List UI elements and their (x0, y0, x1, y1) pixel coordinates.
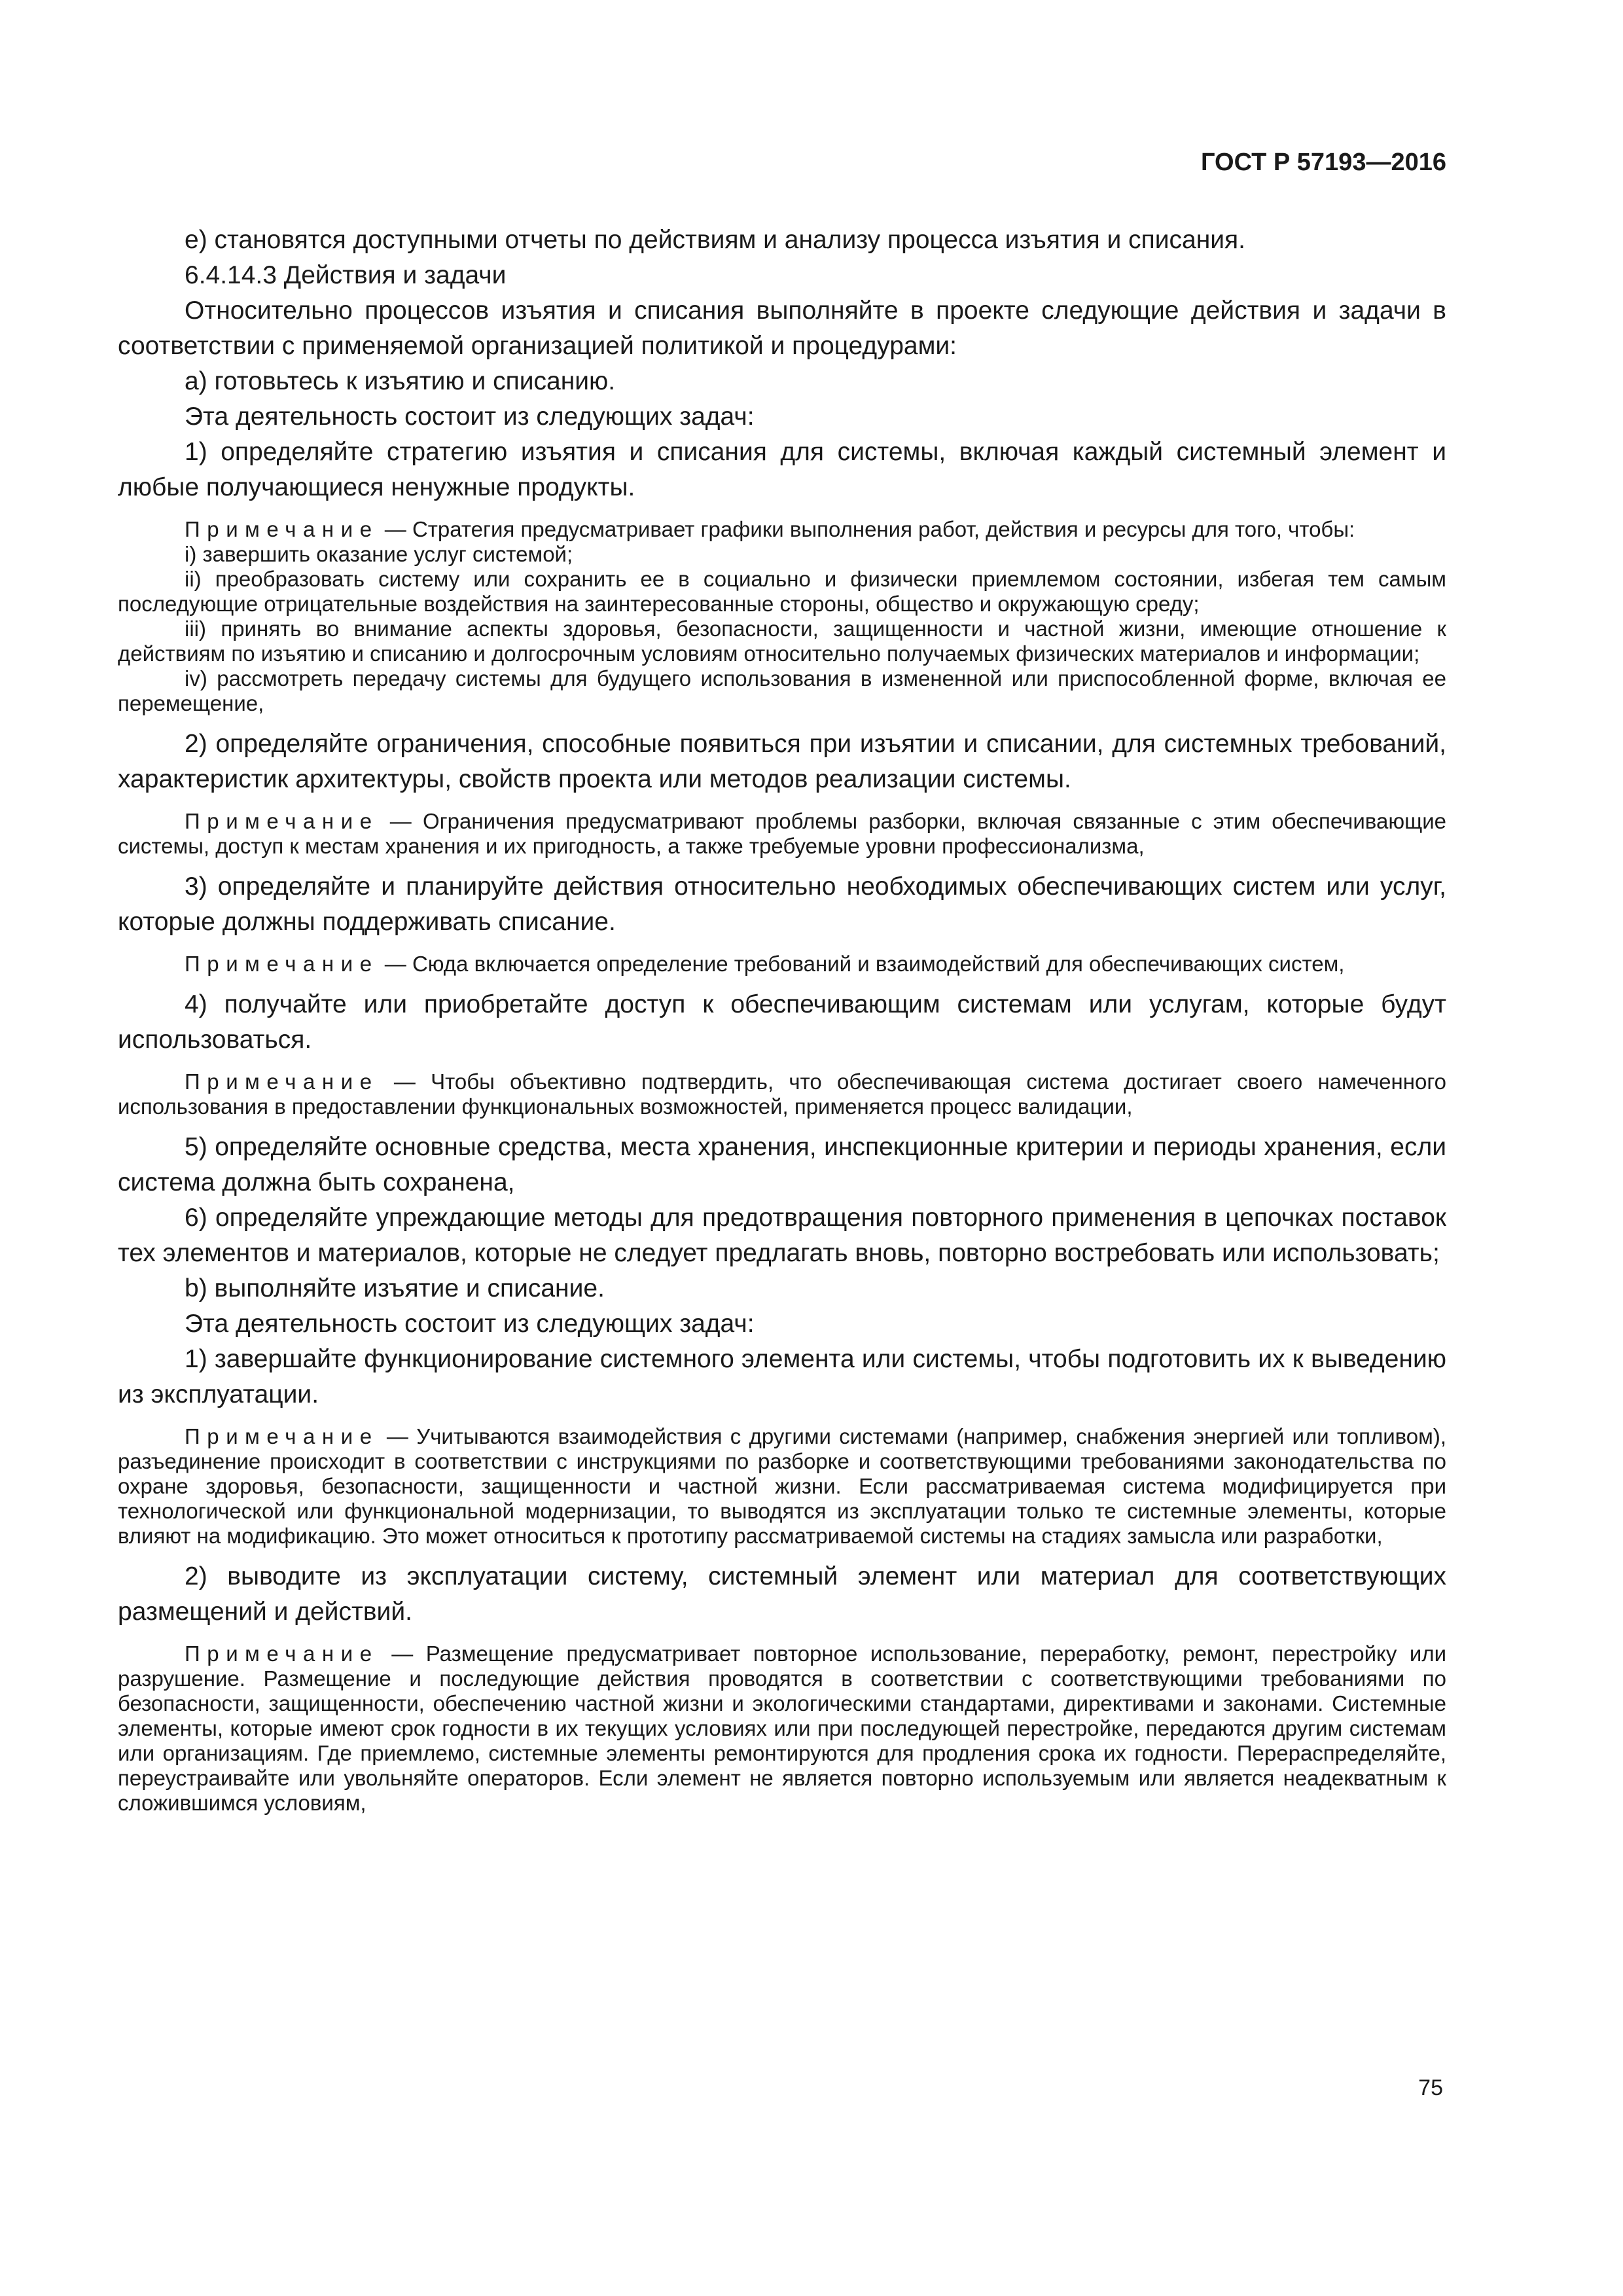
task-b1: 1) завершайте функционирование системного элемента или системы, чтобы подготовить их к выведению из эксплуатации. (118, 1345, 1446, 1408)
note-1-item-iii: iii) принять во внимание аспекты здоровья, безопасности, защищенности и частной жизни, имеющие отношение к действиям по изъятию и списанию и долгосрочным условиям относительно получаемых физических материалов и информации; (118, 617, 1446, 666)
note-1 (118, 517, 1446, 716)
task-b2: 2) выводите из эксплуатации систему, системный элемент или материал для соответствующих размещений и действий. (118, 1562, 1446, 1626)
note-5 (118, 1424, 1446, 1549)
note-text: — Учитываются взаимодействия с другими системами (например, снабжения энергией или топливом), разъединение происходит в соответствии с инструкциями по разборке и соответствующими требованиями законодательства по охране здоровья, безопасности, защищенности и частной жизни. Если рассматриваемая система модифицируется при технологической или функциональной модернизации, то выводятся из эксплуатации только те системные элементы, которые влияют на модификацию. Это может относиться к прототипу рассматриваемой системы на стадиях замысла или разработки, (118, 1424, 1446, 1548)
section-intro: Относительно процессов изъятия и списания выполняйте в проекте следующие действия и задачи в соответствии с применяемой организацией политикой и процедурами: (118, 296, 1446, 360)
note-label: Примечание (185, 1424, 379, 1448)
task-a6: 6) определяйте упреждающие методы для предотвращения повторного применения в цепочках поставок тех элементов и материалов, которые не следует предлагать вновь, повторно востребовать или использовать; (118, 1204, 1446, 1267)
note-label: Примечание (185, 1069, 379, 1094)
note-label: Примечание (185, 952, 379, 976)
note-2 (118, 809, 1446, 859)
note-label: Примечание (185, 1641, 379, 1666)
standard-designation: ГОСТ Р 57193—2016 (1201, 149, 1446, 176)
task-a4: 4) получайте или приобретайте доступ к обеспечивающим системам или услугам, которые будут использоваться. (118, 990, 1446, 1054)
activity-a-intro: Эта деятельность состоит из следующих задач: (185, 403, 755, 431)
page-content (118, 223, 1446, 1826)
activity-b-intro: Эта деятельность состоит из следующих задач: (185, 1310, 755, 1338)
note-label: Примечание (185, 517, 379, 541)
note-6 (118, 1641, 1446, 1816)
note-label: Примечание (185, 809, 379, 833)
note-text: — Стратегия предусматривает графики выполнения работ, действия и ресурсы для того, чтобы: (384, 517, 1355, 541)
item-e: е) становятся доступными отчеты по действиям и анализу процесса изъятия и списания. (185, 226, 1246, 254)
task-a1: 1) определяйте стратегию изъятия и списания для системы, включая каждый системный элемент и любые получающиеся ненужные продукты. (118, 438, 1446, 501)
item-a: а) готовьтесь к изъятию и списанию. (185, 367, 616, 395)
task-a5: 5) определяйте основные средства, места хранения, инспекционные критерии и периоды хранения, если система должна быть сохранена, (118, 1133, 1446, 1196)
note-text: — Сюда включается определение требований и взаимодействий для обеспечивающих систем, (384, 952, 1345, 976)
note-1-item-iv: iv) рассмотреть передачу системы для будущего использования в измененной или приспособленной форме, включая ее перемещение, (118, 666, 1446, 715)
note-3 (118, 952, 1446, 977)
note-4 (118, 1069, 1446, 1119)
note-1-item-ii: ii) преобразовать систему или сохранить ее в социально и физически приемлемом состоянии, избегая тем самым последующие отрицательные воздействия на заинтересованные стороны, общество и окружающую среду; (118, 567, 1446, 616)
task-a3: 3) определяйте и планируйте действия относительно необходимых обеспечивающих систем или услуг, которые должны поддерживать списание. (118, 872, 1446, 936)
note-text: — Размещение предусматривает повторное использование, переработку, ремонт, перестройку или разрушение. Размещение и последующие действия проводятся в соответствии с соответствующими требованиями по безопасности, защищенности, обеспечению частной жизни и экологическими стандартами, директивами и законами. Системные элементы, которые имеют срок годности в их текущих условиях или при последующей перестройке, передаются другим системам или организациям. Где приемлемо, системные элементы ремонтируются для продления срока их годности. Перераспределяйте, переустраивайте или увольняйте операторов. Если элемент не является повторно используемым или является неадекватным к сложившимся условиям, (118, 1641, 1447, 1815)
note-text: — Ограничения предусматривают проблемы разборки, включая связанные с этим обеспечивающие системы, доступ к местам хранения и их пригодность, а также требуемые уровни профессионализма, (118, 809, 1447, 858)
note-text: — Чтобы объективно подтвердить, что обеспечивающая система достигает своего намеченного использования в предоставлении функциональных возможностей, применяется процесс валидации, (118, 1069, 1447, 1119)
page-number: 75 (1418, 2075, 1443, 2100)
item-b: b) выполняйте изъятие и списание. (185, 1274, 605, 1302)
section-heading: 6.4.14.3 Действия и задачи (185, 261, 507, 289)
note-1-item-i: i) завершить оказание услуг системой; (185, 542, 573, 566)
task-a2: 2) определяйте ограничения, способные появиться при изъятии и списании, для системных требований, характеристик архитектуры, свойств проекта или методов реализации системы. (118, 730, 1446, 793)
